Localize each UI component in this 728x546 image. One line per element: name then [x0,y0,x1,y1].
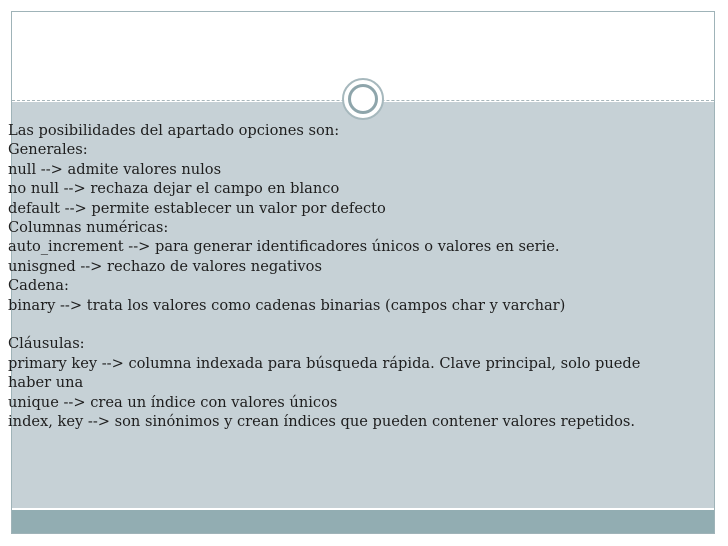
section-heading-columnas: Columnas numéricas: [8,219,169,237]
text-line: auto_increment --> para generar identificadores únicos o valores en serie. [8,238,560,256]
body-text [8,121,713,431]
section-heading-clausulas: Cláusulas: [8,335,85,353]
text-line: Las posibilidades del apartado opciones son: [8,122,340,139]
text-line: no null --> rechaza dejar el campo en blanco [8,180,340,198]
text-line: binary --> trata los valores como cadenas binarias (campos char y varchar) [8,296,566,314]
blank-line [8,315,713,334]
text-line: default --> permite establecer un valor por defecto [8,199,386,217]
section-heading-cadena: Cadena: [8,277,69,295]
text-line: primary key --> columna indexada para búsqueda rápida. Clave principal, solo puede [8,354,641,372]
text-line: null --> admite valores nulos [8,160,222,178]
text-line: unique --> crea un índice con valores únicos [8,393,338,411]
text-line: unisgned --> rechazo de valores negativos [8,257,322,275]
text-line: index, key --> son sinónimos y crean índices que pueden contener valores repetidos. [8,413,635,431]
circle-ornament-inner [348,84,378,114]
footer-band [12,510,714,533]
section-heading-generales: Generales: [8,141,88,159]
text-line: haber una [8,374,84,392]
